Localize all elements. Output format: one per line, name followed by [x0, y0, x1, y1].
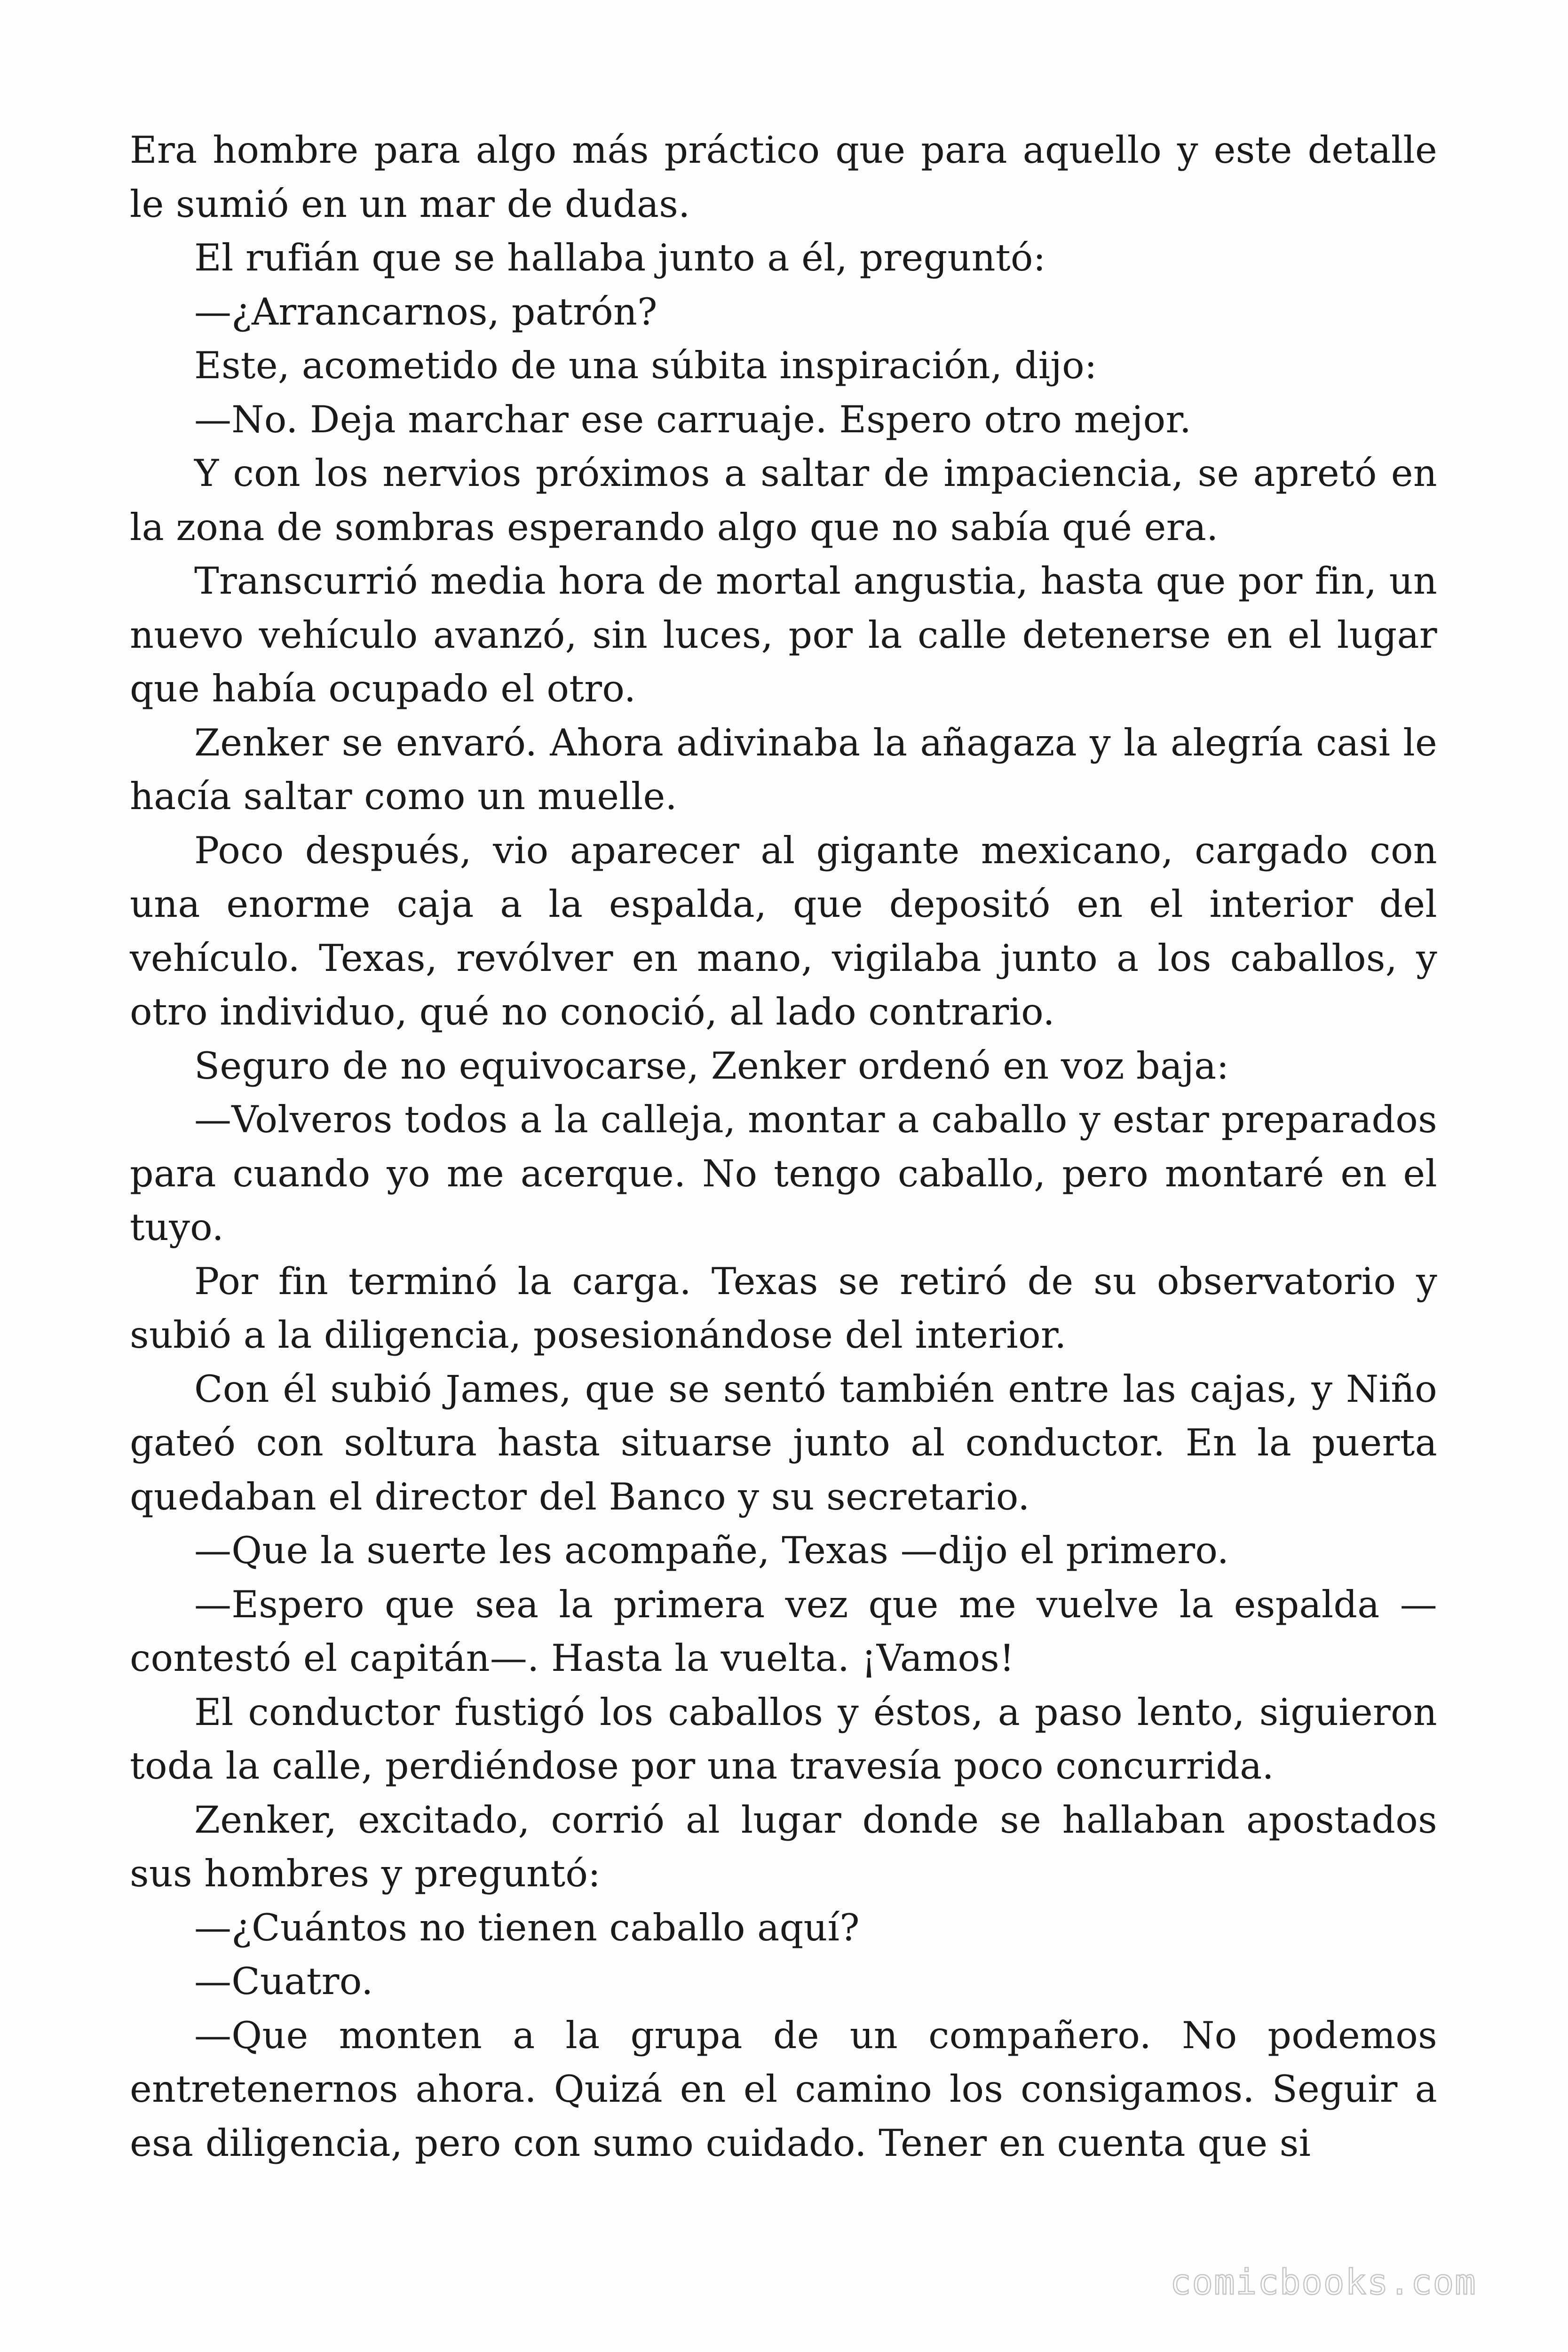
paragraph: Zenker se envaró. Ahora adivinaba la añagaza y la alegría casi le hacía saltar como un muelle. [130, 721, 1437, 818]
paragraph: El conductor fustigó los caballos y éstos, a paso lento, siguieron toda la calle, perdiéndose por una travesía poco concurrida. [130, 1690, 1437, 1788]
paragraph: —¿Arrancarnos, patrón? [194, 290, 657, 334]
paragraph: El rufián que se hallaba junto a él, preguntó: [194, 236, 1046, 279]
watermark-logo [1165, 2260, 1495, 2307]
paragraph: —Espero que sea la primera vez que me vuelve la espalda —contestó el capitán—. Hasta la vuelta. ¡Vamos! [130, 1582, 1437, 1680]
body-text [130, 123, 1437, 2170]
paragraph: Zenker, excitado, corrió al lugar donde se hallaban apostados sus hombres y preguntó: [130, 1798, 1437, 1895]
paragraph: —No. Deja marchar ese carruaje. Espero otro mejor. [194, 397, 1192, 441]
paragraph: Y con los nervios próximos a saltar de impaciencia, se apretó en la zona de sombras esperando algo que no sabía qué era. [130, 452, 1437, 549]
watermark-svg [1165, 2260, 1495, 2307]
paragraph: Poco después, vio aparecer al gigante mexicano, cargado con una enorme caja a la espalda, que depositó en el interior del vehículo. Texas, revólver en mano, vigilaba junto a los caballos, y otro individuo, qué no conoció, al lado contrario. [130, 828, 1437, 1033]
paragraph: —Que la suerte les acompañe, Texas —dijo el primero. [194, 1529, 1229, 1572]
paragraph: —Cuatro. [194, 1960, 373, 2003]
paragraph: Por fin terminó la carga. Texas se retiró de su observatorio y subió a la diligencia, posesionándose del interior. [130, 1259, 1437, 1357]
paragraph: —Que monten a la grupa de un compañero. No podemos entretenernos ahora. Quizá en el camino los consigamos. Seguir a esa diligencia, pero con sumo cuidado. Tener en cuenta que si [130, 2013, 1437, 2165]
paragraph: Transcurrió media hora de mortal angustia, hasta que por fin, un nuevo vehículo avanzó, sin luces, por la calle detenerse en el lugar que había ocupado el otro. [130, 559, 1437, 710]
paragraph: Este, acometido de una súbita inspiración, dijo: [194, 344, 1097, 387]
paragraph: —Volveros todos a la calleja, montar a caballo y estar preparados para cuando yo me acerque. No tengo caballo, pero montaré en el tuyo. [130, 1098, 1437, 1249]
watermark-text: comicbooks.com [1170, 2262, 1477, 2303]
paragraph: Era hombre para algo más práctico que para aquello y este detalle le sumió en un mar de dudas. [130, 128, 1437, 226]
paragraph: Seguro de no equivocarse, Zenker ordenó en voz baja: [194, 1044, 1229, 1088]
paragraph: Con él subió James, que se sentó también entre las cajas, y Niño gateó con soltura hasta situarse junto al conductor. En la puerta quedaban el director del Banco y su secretario. [130, 1367, 1437, 1518]
paragraph: —¿Cuántos no tienen caballo aquí? [194, 1906, 860, 1949]
